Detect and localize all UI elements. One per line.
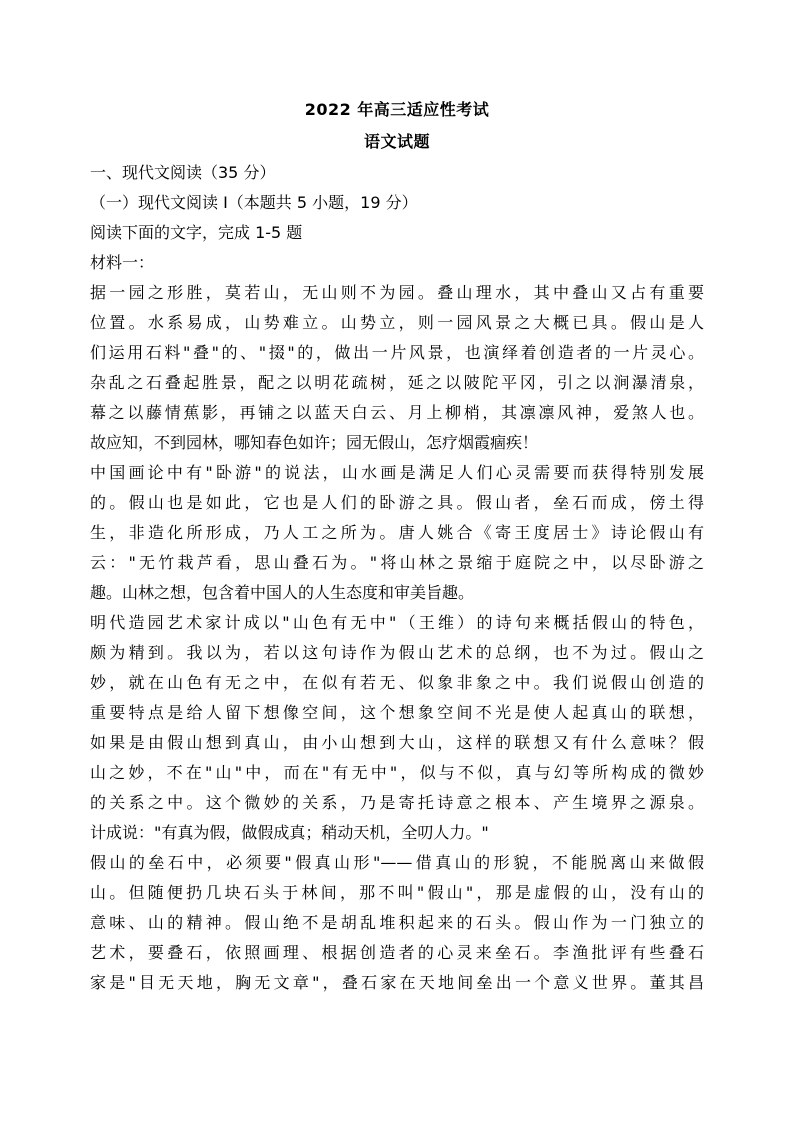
text-line: 据一园之形胜，莫若山，无山则不为园。叠山理水，其中叠山又占有重要 (90, 283, 704, 302)
text-line: 山之妙，不在"山"中，而在"有无中"，似与不似，真与幻等所构成的微妙 (90, 763, 704, 782)
text-line: 颇为精到。我以为，若以这句诗作为假山艺术的总纲，也不为过。假山之 (90, 643, 704, 662)
text-line: 趣。山林之想，包含着中国人的人生态度和审美旨趣。 (90, 583, 475, 602)
text-line: 云："无竹栽芦看，思山叠石为。"将山林之景缩于庭院之中，以尽卧游之 (90, 553, 704, 572)
text-line: 杂乱之石叠起胜景，配之以明花疏树，延之以陂陀平冈，引之以涧瀑清泉， (90, 373, 704, 392)
text-line: 计成说："有真为假，做假成真；稍动天机，全叨人力。" (90, 823, 489, 842)
text-line: 意味、山的精神。假山绝不是胡乱堆积起来的石头。假山作为一门独立的 (90, 913, 704, 932)
text-line: 幕之以藤情蕉影，再铺之以蓝天白云、月上柳梢，其凛凛风神，爱煞人也。 (90, 403, 704, 422)
text-line: 位置。水系易成，山势难立。山势立，则一园风景之大概已具。假山是人 (90, 313, 704, 332)
text-line: 一、现代文阅读（35 分） (90, 163, 276, 182)
text-line: 的关系之中。这个微妙的关系，乃是寄托诗意之根本、产生境界之源泉。 (90, 793, 704, 812)
text-line: 材料一： (90, 253, 155, 272)
text-line: 家是"目无天地，胸无文章"，叠石家在天地间垒出一个意义世界。董其昌 (90, 973, 704, 992)
text-line: 假山的垒石中，必须要"假真山形"——借真山的形貌，不能脱离山来做假 (90, 853, 704, 872)
exam-subtitle: 语文试题 (363, 132, 430, 151)
text-line: 重要特点是给人留下想像空间，这个想象空间不光是使人起真山的联想， (90, 703, 704, 722)
text-line: 们运用石料"叠"的、"掇"的，做出一片风景，也演绎着创造者的一片灵心。 (90, 343, 704, 362)
text-line: 如果是由假山想到真山，由小山想到大山，这样的联想又有什么意味？假 (90, 733, 704, 752)
text-line: 妙，就在山色有无之中，在似有若无、似象非象之中。我们说假山创造的 (90, 673, 704, 692)
text-line: 阅读下面的文字，完成 1-5 题 (90, 223, 303, 242)
text-line: 明代造园艺术家计成以"山色有无中"（王维）的诗句来概括假山的特色， (90, 613, 704, 632)
exam-title: 2022 年高三适应性考试 (304, 100, 490, 119)
document-body (90, 158, 704, 998)
text-line: 生，非造化所形成，乃人工之所为。唐人姚合《寄王度居士》诗论假山有 (90, 523, 704, 542)
text-line: 故应知，不到园林，哪知春色如许；园无假山，怎疗烟霞痼疾！ (90, 433, 539, 452)
text-line: （一）现代文阅读 I（本题共 5 小题，19 分） (90, 193, 418, 212)
text-line: 中国画论中有"卧游"的说法，山水画是满足人们心灵需要而获得特别发展 (90, 463, 704, 482)
text-line: 艺术，要叠石，依照画理、根据创造者的心灵来垒石。李渔批评有些叠石 (90, 943, 704, 962)
text-line: 山。但随便扔几块石头于林间，那不叫"假山"，那是虚假的山，没有山的 (90, 883, 704, 902)
text-line: 的。假山也是如此，它也是人们的卧游之具。假山者，垒石而成，傍土得 (90, 493, 704, 512)
document-page (90, 0, 704, 1123)
